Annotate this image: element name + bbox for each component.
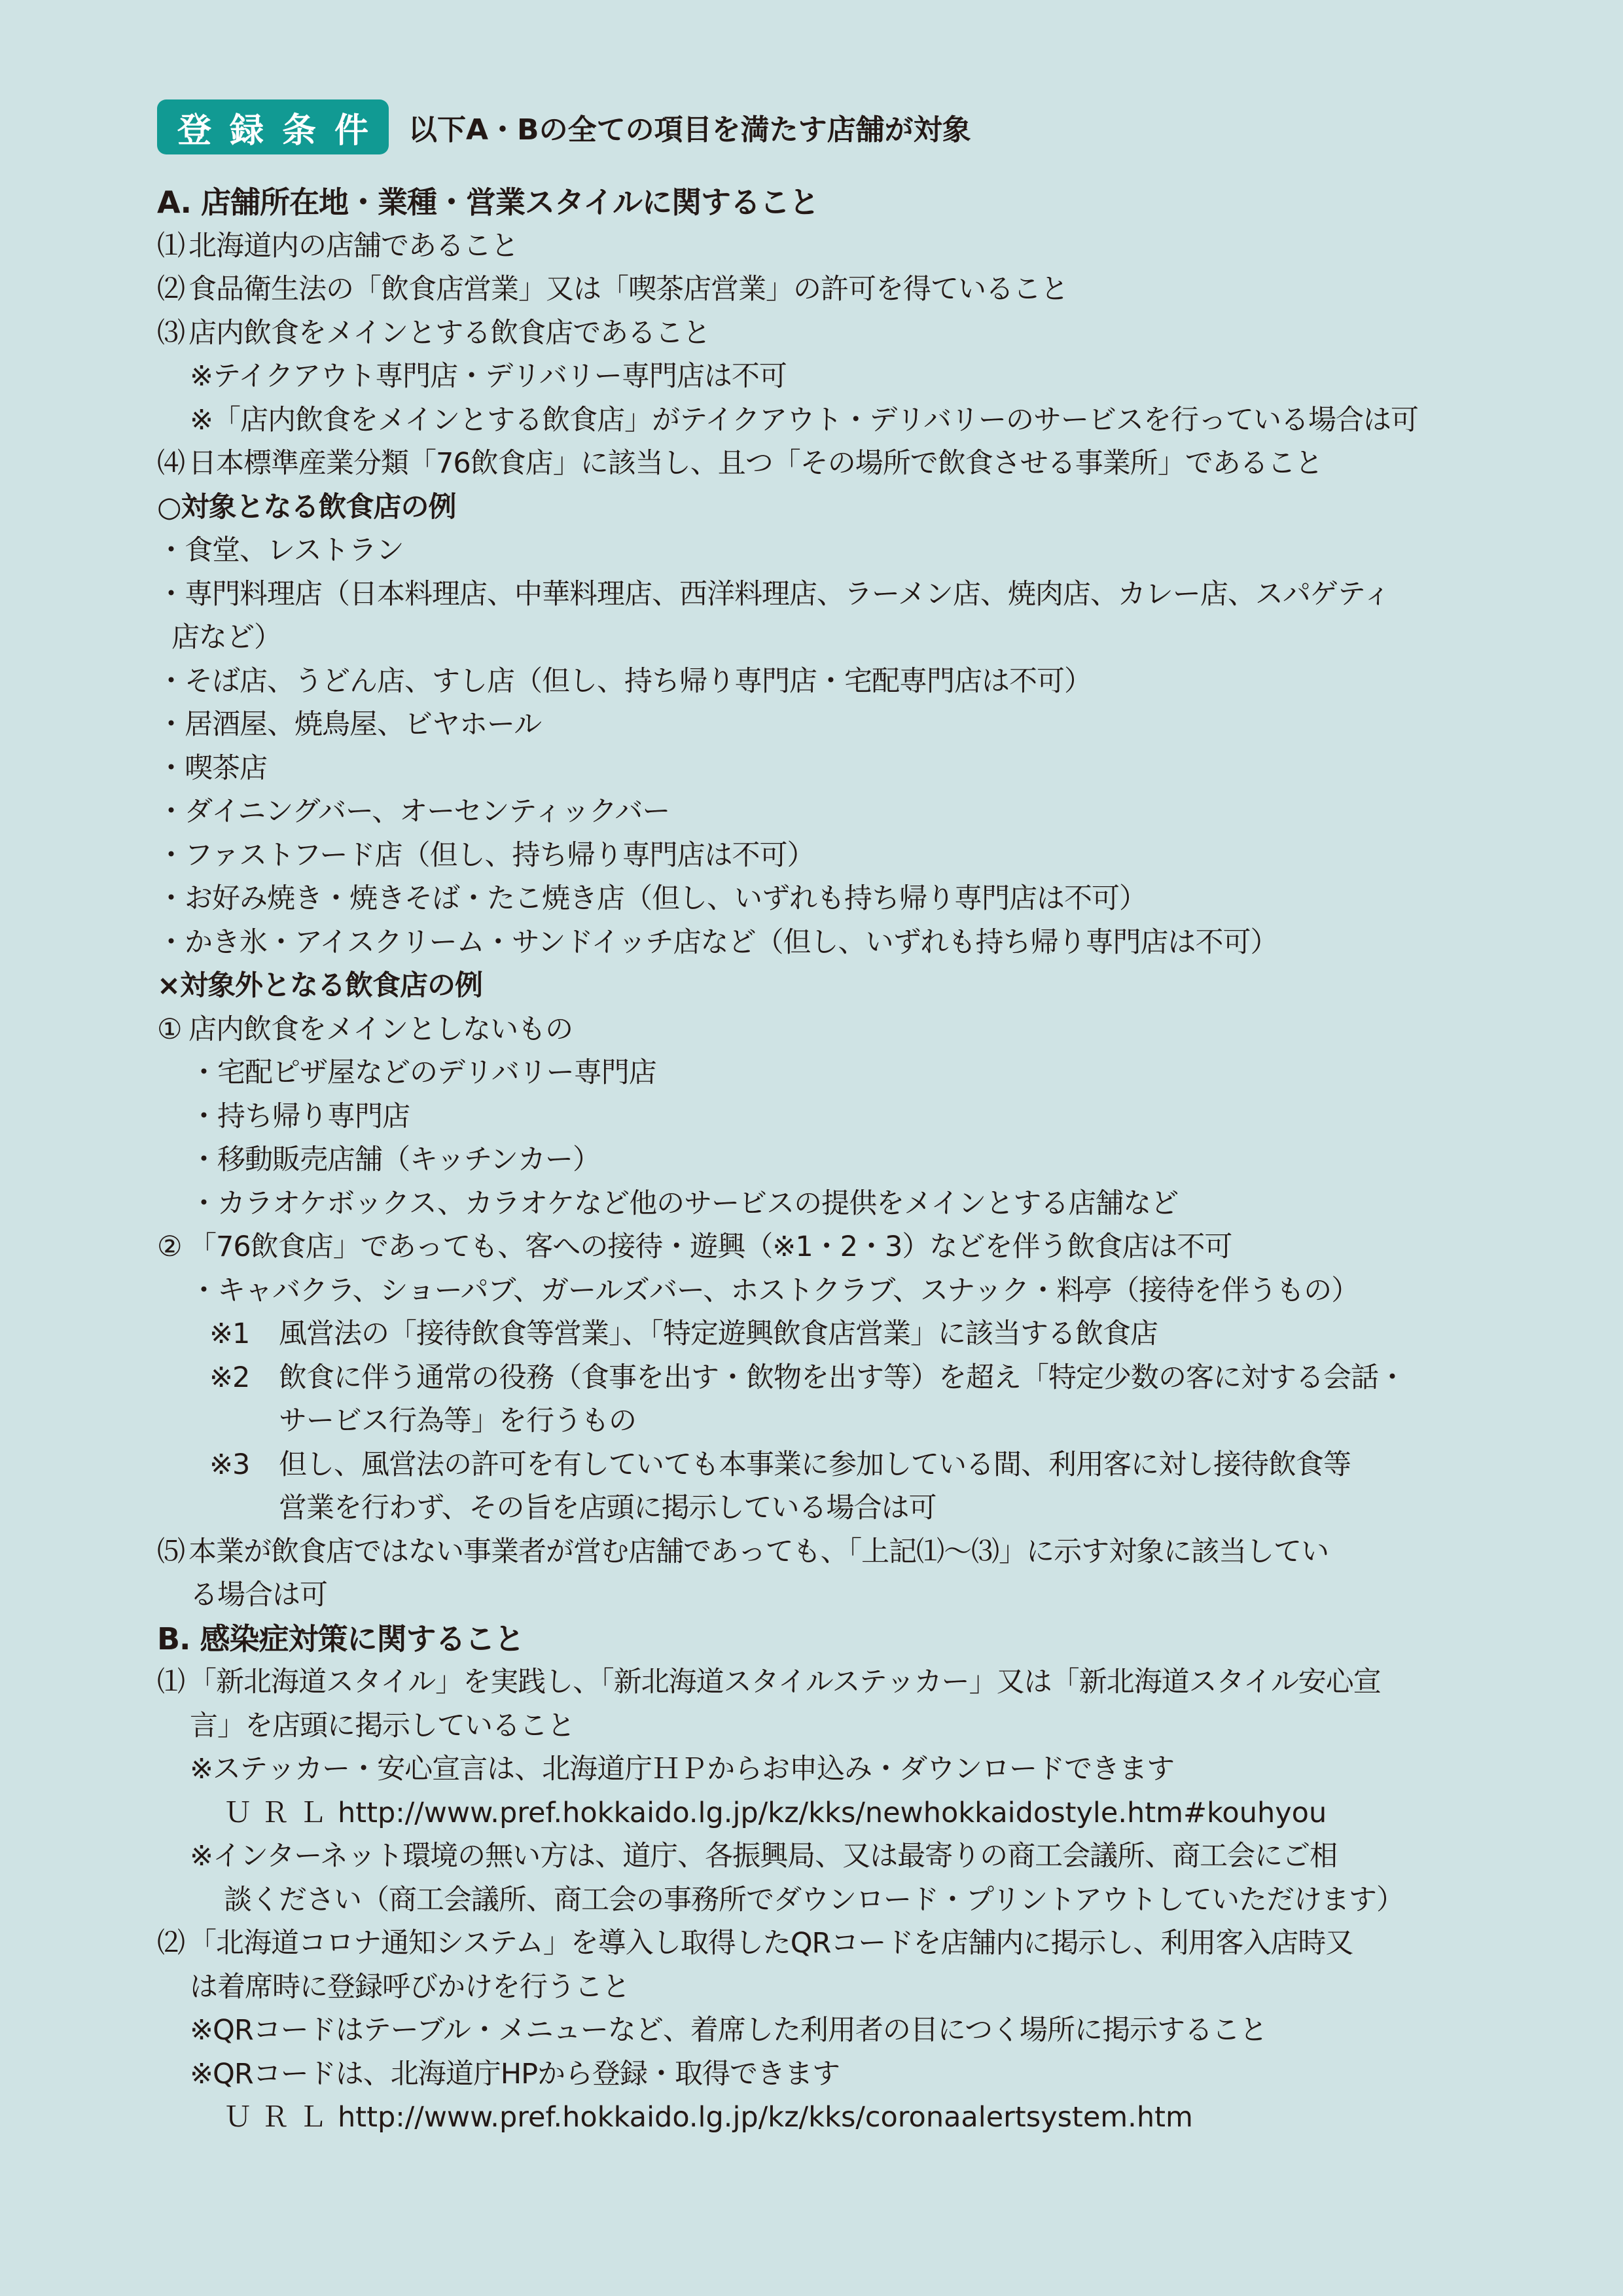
list-item: ・かき氷・アイスクリーム・サンドイッチ店など（但し、いずれも持ち帰り専門店は不可）: [157, 925, 1278, 959]
new-hokkaido-style-url[interactable]: http://www.pref.hokkaido.lg.jp/kz/kks/newhokkaidostyle.htm#kouhyou: [338, 1796, 1327, 1829]
item-text: 北海道内の店舗であること: [188, 229, 518, 262]
b-item-2-note-2: ※QRコードは、北海道庁HPから登録・取得できます: [190, 2057, 840, 2090]
item-marker: ⑵: [157, 273, 185, 306]
a-item-1: [157, 224, 1492, 268]
url-label: ＵＲＬ: [224, 2101, 336, 2134]
item-marker: ⑸: [157, 1535, 185, 1568]
conditions-page: [157, 98, 1492, 2140]
b-item-1-note-2-continuation: 談ください（商工会議所、商工会の事務所でダウンロード・プリントアウトしていただけます）: [224, 1883, 1404, 1916]
a-item-2: [157, 268, 1492, 312]
list-item: ・お好み焼き・焼きそば・たこ焼き店（但し、いずれも持ち帰り専門店は不可）: [157, 882, 1147, 915]
header-description: 以下A・Bの全ての項目を満たす店舗が対象: [408, 113, 971, 147]
list-item-continuation: 店など）: [171, 621, 281, 654]
list-item: ・ファストフード店（但し、持ち帰り専門店は不可）: [157, 838, 815, 872]
b-item-1-note-1: ※ステッカー・安心宣言は、北海道庁ＨＰからお申込み・ダウンロードできます: [190, 1753, 1175, 1785]
list-item: ・カラオケボックス、カラオケなど他のサービスの提供をメインとする店舗など: [190, 1187, 1179, 1220]
item-marker: ⑶: [157, 316, 185, 350]
b-item-1-continuation: 言」を店頭に掲示していること: [190, 1709, 575, 1742]
section-a-title: A. 店舗所在地・業種・営業スタイルに関すること: [157, 185, 819, 220]
url-line: [157, 2096, 1492, 2140]
list-item: ・宅配ピザ屋などのデリバリー専門店: [190, 1056, 656, 1089]
item-marker: ⑴: [157, 1666, 185, 1698]
list-item: ・移動販売店舗（キッチンカー）: [190, 1143, 600, 1176]
url-line: [157, 1791, 1492, 1835]
corona-alert-system-url[interactable]: http://www.pref.hokkaido.lg.jp/kz/kks/coronaalertsystem.htm: [338, 2101, 1193, 2134]
list-item: ・キャバクラ、ショーパブ、ガールズバー、ホストクラブ、スナック・料亭（接待を伴うもの）: [190, 1274, 1359, 1307]
list-item: ・専門料理店（日本料理店、中華料理店、西洋料理店、ラーメン店、焼肉店、カレー店、スパゲティ: [157, 577, 1391, 611]
item-text: 「76飲食店」であっても、客への接待・遊興（※1・2・3）などを伴う飲食店は不可: [188, 1230, 1232, 1263]
registration-conditions-badge: 登録条件: [157, 99, 389, 154]
item-marker: ②: [157, 1230, 182, 1263]
a-item-3: [157, 312, 1492, 355]
footnote-2-continuation: サービス行為等」を行うもの: [279, 1405, 636, 1437]
url-label: ＵＲＬ: [224, 1796, 336, 1829]
item-text: 店内飲食をメインとしないもの: [188, 1013, 573, 1046]
excluded-examples-heading: ×対象外となる飲食店の例: [157, 969, 483, 1002]
footnote-3-continuation: 営業を行わず、その旨を店頭に掲示している場合は可: [279, 1492, 936, 1524]
footnote-2: ※2 飲食に伴う通常の役務（食事を出す・飲物を出す等）を超え「特定少数の客に対する会話・: [157, 1356, 1492, 1400]
a-item-5: [157, 1530, 1492, 1574]
item-text: 店内飲食をメインとする飲食店であること: [188, 316, 711, 350]
footnote-label: ※1: [209, 1318, 250, 1350]
item-text: 「北海道コロナ通知システム」を導入し取得したQRコードを店舗内に掲示し、利用客入店時又: [188, 1927, 1353, 1960]
item-text: 「新北海道スタイル」を実践し、「新北海道スタイルステッカー」又は「新北海道スタイル安心宣: [188, 1666, 1381, 1698]
header: [157, 98, 1492, 156]
item-marker: ⑵: [157, 1927, 185, 1960]
list-item: ・そば店、うどん店、すし店（但し、持ち帰り専門店・宅配専門店は不可）: [157, 664, 1092, 698]
excluded-item-1: [157, 1008, 1492, 1052]
footnote-1: ※1 風営法の「接待飲食等営業」、「特定遊興飲食店営業」に該当する飲食店: [157, 1312, 1492, 1356]
target-examples-heading: ○対象となる飲食店の例: [157, 490, 456, 524]
item-text: 本業が飲食店ではない事業者が営む店舗であっても、「上記⑴～⑶」に示す対象に該当してい: [188, 1535, 1329, 1568]
a-item-3-note-2: ※「店内飲食をメインとする飲食店」がテイクアウト・デリバリーのサービスを行っている場合は可: [190, 403, 1419, 437]
section-b-title: B. 感染症対策に関すること: [157, 1621, 524, 1657]
footnote-label: ※2: [209, 1361, 250, 1394]
item-marker: ⑷: [157, 447, 185, 480]
footnote-label: ※3: [209, 1448, 250, 1481]
list-item: ・ダイニングバー、オーセンティックバー: [157, 795, 670, 828]
list-item: ・居酒屋、焼鳥屋、ビヤホール: [157, 708, 542, 741]
item-marker: ⑴: [157, 229, 185, 262]
item-text: 食品衛生法の「飲食店営業」又は「喫茶店営業」の許可を得ていること: [188, 273, 1068, 306]
b-item-1: [157, 1660, 1492, 1704]
list-item: ・食堂、レストラン: [157, 534, 404, 567]
excluded-item-2: [157, 1225, 1492, 1269]
b-item-1-note-2: ※インターネット環境の無い方は、道庁、各振興局、又は最寄りの商工会議所、商工会にご相: [190, 1840, 1338, 1873]
list-item: ・持ち帰り専門店: [190, 1100, 410, 1133]
b-item-2: [157, 1922, 1492, 1965]
footnote-3: ※3 但し、風営法の許可を有していても本事業に参加している間、利用客に対し接待飲食等: [157, 1443, 1492, 1487]
a-item-3-note-1: ※テイクアウト専門店・デリバリー専門店は不可: [190, 360, 787, 393]
a-item-4: [157, 442, 1492, 486]
b-item-2-note-1: ※QRコードはテーブル・メニューなど、着席した利用者の目につく場所に掲示すること: [190, 2014, 1268, 2047]
item-text: 日本標準産業分類「76飲食店」に該当し、且つ「その場所で飲食させる事業所」であること: [188, 447, 1323, 480]
a-item-5-continuation: る場合は可: [190, 1579, 327, 1611]
b-item-2-continuation: は着席時に登録呼びかけを行うこと: [190, 1970, 630, 2003]
list-item: ・喫茶店: [157, 751, 267, 785]
item-marker: ①: [157, 1013, 182, 1046]
